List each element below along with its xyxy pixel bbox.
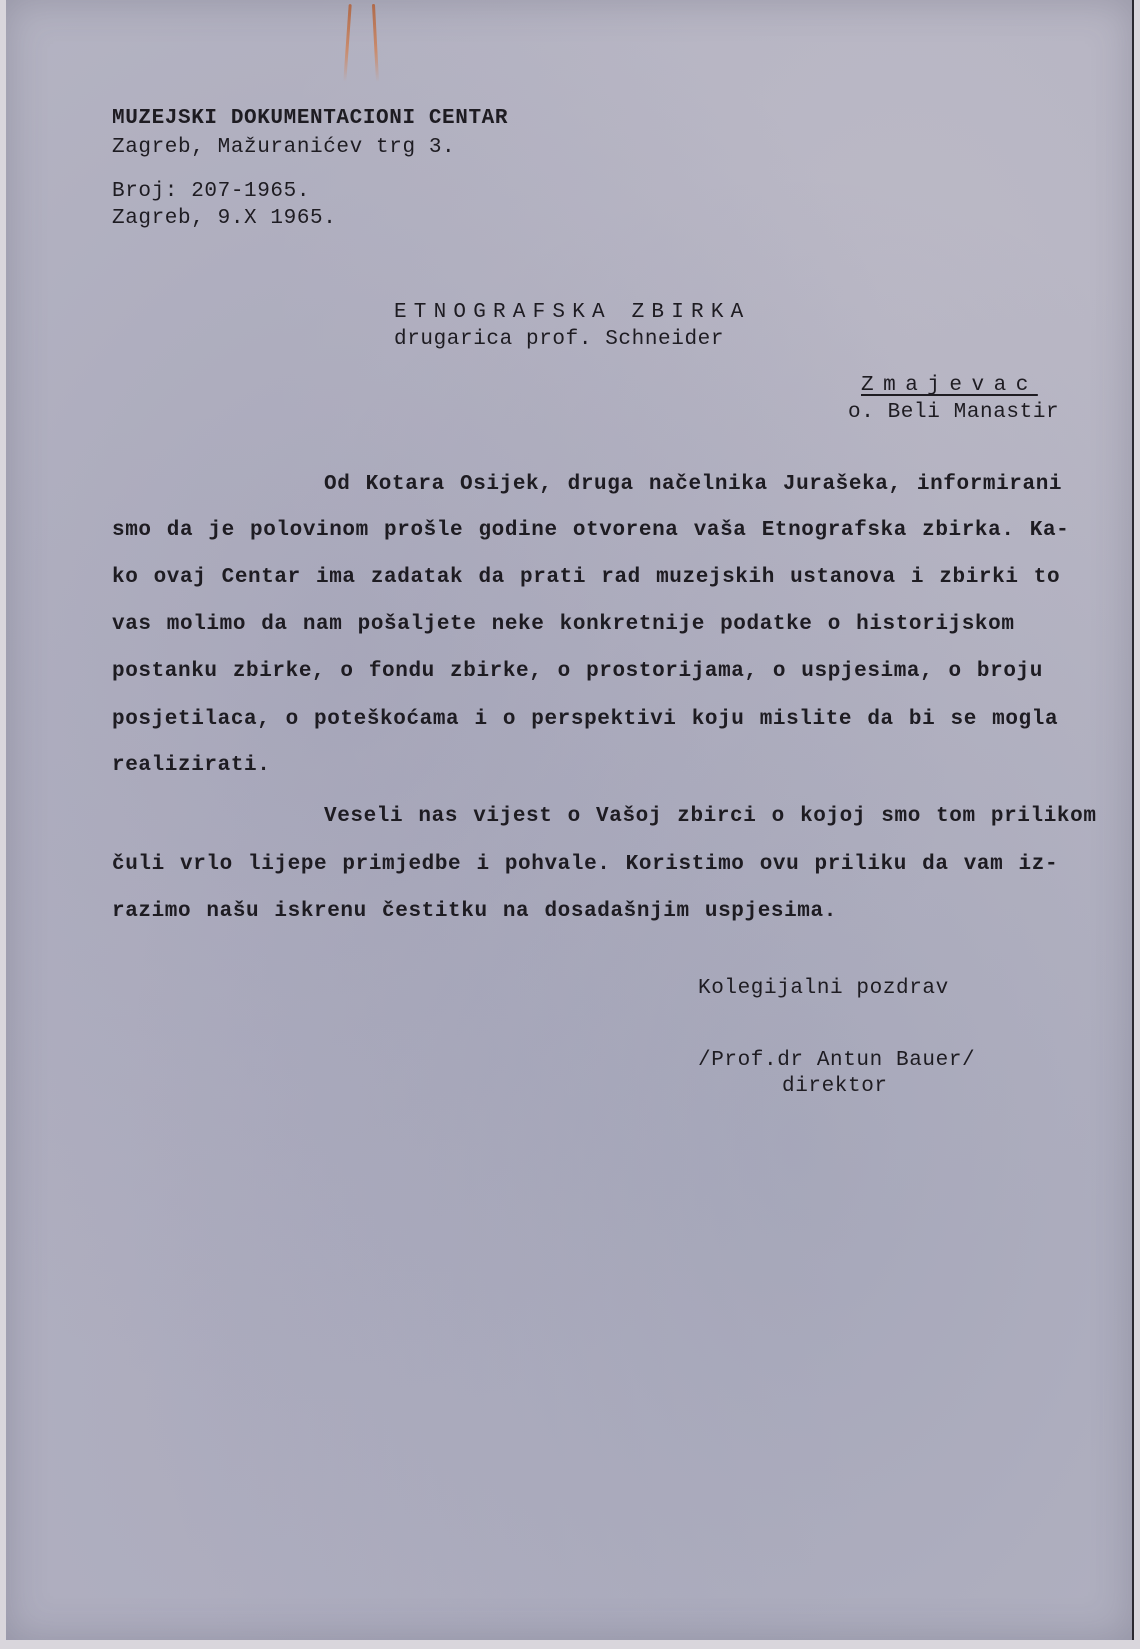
body-line: realizirati. — [112, 754, 271, 777]
body-line: posjetilaca, o poteškoćama i o perspektivi koju mislite da bi se mogla — [112, 708, 1059, 731]
body-line: postanku zbirke, o fondu zbirke, o prostorijama, o uspjesima, o broju — [112, 660, 1043, 683]
body-line: smo da je polovinom prošle godine otvorena vaša Etnografska zbirka. Ka- — [112, 519, 1070, 542]
body-line: ko ovaj Centar ima zadatak da prati rad muzejskih ustanova i zbirki to — [112, 566, 1061, 589]
closing-salutation: Kolegijalni pozdrav — [698, 977, 949, 1000]
rust-stain — [372, 4, 379, 82]
recipient-person: drugarica prof. Schneider — [394, 328, 725, 351]
letter-sheet — [6, 0, 1134, 1640]
signatory-title: direktor — [782, 1075, 888, 1098]
body-line: čuli vrlo lijepe primjedbe i pohvale. Koristimo ovu priliku da vam iz- — [112, 853, 1059, 876]
letter-date: Zagreb, 9.X 1965. — [112, 207, 337, 230]
sender-organization: MUZEJSKI DOKUMENTACIONI CENTAR — [112, 107, 509, 130]
recipient-region: o. Beli Manastir — [848, 401, 1060, 424]
body-line: vas molimo da nam pošaljete neke konkretnije podatke o historijskom — [112, 613, 1015, 636]
reference-number: Broj: 207-1965. — [112, 180, 311, 203]
body-line: razimo našu iskrenu čestitku na dosadašnjim uspjesima. — [112, 900, 837, 923]
recipient-place: Zmajevac — [861, 374, 1038, 397]
recipient-name: ETNOGRAFSKA ZBIRKA — [394, 301, 751, 324]
rust-stain — [343, 4, 351, 82]
sender-address: Zagreb, Mažuranićev trg 3. — [112, 136, 456, 159]
signatory-name: /Prof.dr Antun Bauer/ — [698, 1049, 976, 1072]
body-line: Veseli nas vijest o Vašoj zbirci o kojoj smo tom prilikom — [324, 805, 1097, 828]
body-line: Od Kotara Osijek, druga načelnika Jurašeka, informirani — [324, 473, 1063, 496]
